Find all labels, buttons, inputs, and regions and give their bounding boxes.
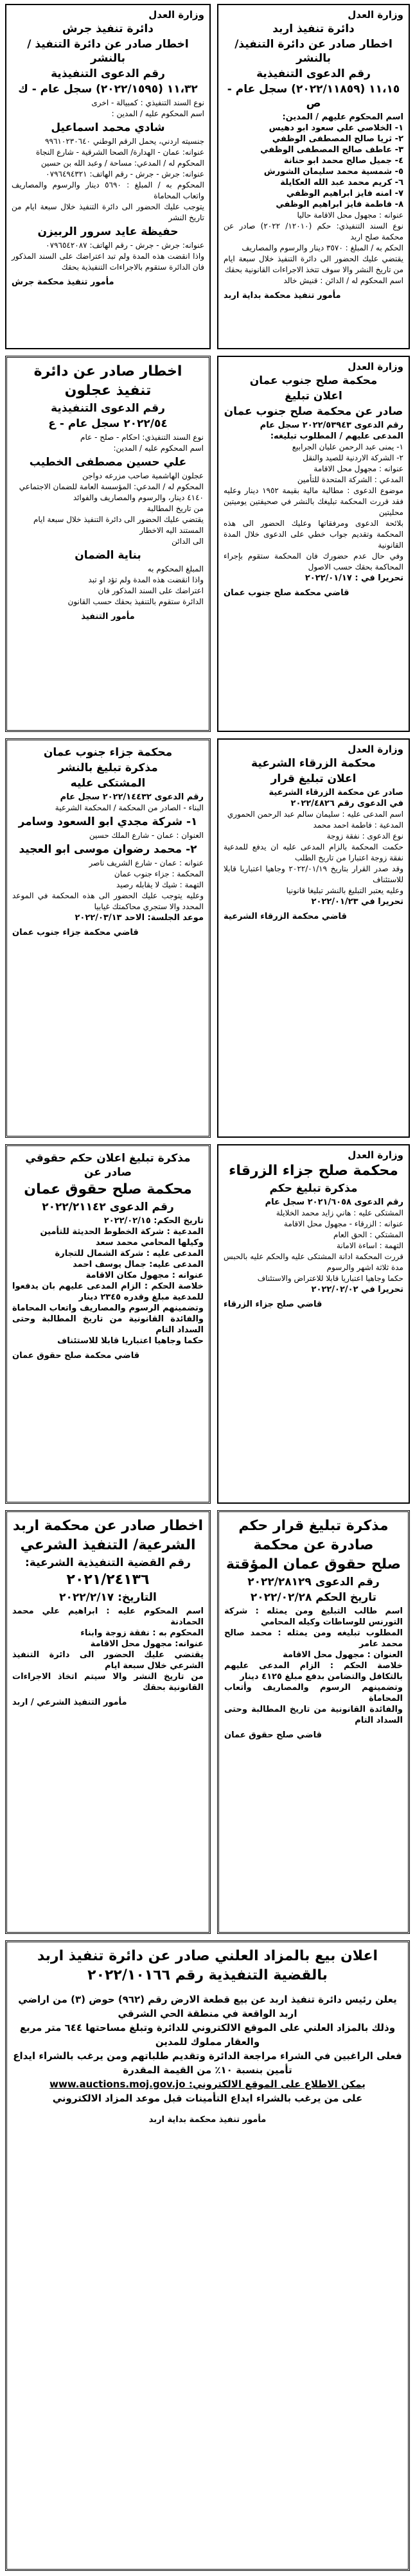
notice-title: محكمة جزاء جنوب عمان bbox=[43, 746, 173, 759]
signature: مأمور التنفيذ الشرعي / اربد bbox=[12, 1698, 127, 1707]
signature: قاضي صلح جزاء الزرقاء bbox=[224, 1300, 322, 1309]
body-line: المحكوم به : نفقة زوجة وابناء bbox=[80, 1628, 204, 1638]
body-line: وفي حال عدم حضورك فان المحكمة ستقوم بإجراء المحاكمة بحقك حسب الاصول bbox=[224, 552, 403, 571]
body-line: تحريرا في ٢٠٢٢/٠١/٢٣ bbox=[311, 897, 403, 907]
notice-title: دائرة تنفيذ اربد bbox=[272, 22, 355, 35]
notice-ajloun-execution bbox=[5, 356, 211, 732]
notice-title: دائرة تنفيذ جرش bbox=[62, 22, 154, 35]
body-line: المطلوب تبليغه ومن يمثله : محمد صالح محمد عامر bbox=[224, 1628, 403, 1649]
case-number: ٢٠٢٢/٥٤ سجل عام - ع bbox=[48, 417, 168, 430]
body-line: المشتكي : الحق العام bbox=[333, 1230, 403, 1239]
body-line: الى الدائن bbox=[172, 537, 204, 546]
body-line: المحكوم له / المدعي: مساحة / وعبد الله بن حسين bbox=[40, 159, 204, 168]
notice-body bbox=[224, 1197, 403, 1295]
party-name: ٢- محمد رضوان موسى ابو العجيد bbox=[19, 843, 197, 856]
body-line: نوع الدعوى : نفقة زوجة bbox=[326, 831, 403, 840]
body-line: المشتكى عليه : هاني زايد محمد الخلايلة bbox=[276, 1208, 403, 1217]
body-line: موضوع الدعوى : مطالبة مالية بقيمة ١٩٥٢ دينار وعليه فقد قررت المحكمة تبليغك بالنشر في صحيفتين يوميتين محليتين bbox=[224, 486, 404, 517]
body-line: ٧- امنه فايز ابراهيم الوظفي bbox=[286, 189, 403, 198]
notice-body bbox=[224, 787, 403, 907]
signature: قاضي محكمة صلح جنوب عمان bbox=[224, 588, 349, 598]
body-line: ١- يمنى عبد الرحمن عليان الجرابيع bbox=[292, 442, 403, 451]
body-line: ٣- عاطف صالح المصطفى الوظفي bbox=[260, 145, 403, 155]
body-line: المدعي : الشركة المتحدة للتأمين bbox=[297, 475, 403, 484]
signature: قاضي محكمة صلح حقوق عمان bbox=[12, 1351, 140, 1361]
body-line: وتضمينهم الرسوم والمصاريف وأتعاب المحاماة bbox=[224, 1683, 403, 1703]
body-line: البناء - الصادر من المحكمة / المحكمة الشرعية bbox=[55, 803, 204, 812]
body-line: العنوان : عمان - شارع الملك حسين bbox=[89, 831, 204, 840]
notice-subtitle: صادر عن محكمة صلح جنوب عمان bbox=[224, 405, 403, 418]
party-name: شادي محمد اسماعيل bbox=[51, 121, 165, 134]
notice-subtitle: اخطار صادر عن دائرة التنفيذ / بالنشر bbox=[27, 38, 189, 65]
body-line: وذلك بالمزاد العلني على الموقع الالكتروني للدائرة وتبلغ مساحتها ٦٤٤ متر مربع والعقار مملوك للمدين bbox=[19, 2022, 396, 2048]
body-line: نوع السند التنفيذي: حكم (١٢٠١٠/ ٢٠٢٢) صادر عن محكمة صلح اربد bbox=[224, 222, 403, 241]
body-line: نوع السند التنفيذي: احكام - صلح - عام bbox=[80, 433, 204, 442]
body-line: تاريخ الحكم: ٢٠٢٢/٠٢/١٥ bbox=[103, 1216, 204, 1226]
body-line: الحكم به / المبلغ : ٣٥٧٠ دينار والرسوم والمصاريف bbox=[242, 243, 403, 252]
notice-body bbox=[12, 1215, 204, 1346]
case-number: ١١،١٥ (٢٠٢٢/١١٨٥٩) سجل عام - ص bbox=[227, 83, 400, 110]
body-line: اسم طالب التبليغ ومن يمثله : شركة التورنس للوساطات وكيله المحامي bbox=[224, 1606, 403, 1627]
notice-amman-civil-judgment bbox=[5, 1144, 211, 1504]
body-line: اسم المحكوم عليه / المدين: bbox=[113, 444, 204, 453]
notice-amman-temp-court bbox=[217, 1510, 410, 1934]
notice-body bbox=[12, 98, 204, 273]
notice-irbid-sharia-execution bbox=[5, 1510, 211, 1934]
notice-body bbox=[12, 792, 204, 923]
body-line: من تاريخ النشر والا سيتم اتخاذ الاجراءات القانونية بحقك bbox=[12, 1672, 204, 1693]
notice-title: الشرعية/ التنفيذ الشرعي bbox=[20, 1537, 196, 1553]
party-name: علي حسين مصطفى الخطيب bbox=[29, 456, 187, 469]
body-line: المبلغ المحكوم به bbox=[147, 564, 204, 573]
notice-subtitle: اخطار صادر عن دائرة التنفيذ/ بالنشر bbox=[234, 38, 393, 65]
body-line: ٢- الشركة الاردنية للصيد والنقل bbox=[303, 453, 403, 462]
body-line: ١- الخلاصي علي سعود ابو دهيس bbox=[269, 123, 403, 133]
body-line: عجلون الهاشمية صاحب مزرعه دواجن bbox=[82, 471, 204, 480]
body-line: يعلن رئيس دائرة تنفيذ اربد عن بيع قطعة الارض رقم (٩٦٢) حوض (٣) من اراضي اربد الواقعة في منطقة الحي الشرقي bbox=[18, 1994, 397, 2019]
notice-title: محكمة الزرقاء الشرعية bbox=[251, 757, 376, 770]
notice-date: التاريخ: ٢٠٢٢/٢/١٧ bbox=[59, 1591, 157, 1604]
body-line: اعتراضك على السند المذكور فان bbox=[98, 586, 204, 595]
notice-subtitle: مذكرة تبليغ حكم bbox=[269, 1182, 358, 1195]
body-line: وعليه يتوجب عليك الحضور الى هذه المحكمة في الموعد المحدد والا ستجري محاكمتك غيابيا bbox=[12, 891, 204, 911]
notice-title: اعلان بيع بالمزاد العلني صادر عن دائرة تنفيذ اربد bbox=[37, 1948, 378, 1964]
body-line: ٨- فاطمة فايز ابراهيم الوظفي bbox=[276, 200, 403, 209]
body-line: وكيلها المحامي محمد سعد bbox=[95, 1238, 204, 1248]
notice-irbid-execution bbox=[217, 4, 410, 349]
body-line: خلاصة الحكم : الزام المدعى عليهم بان يدفعوا للمدعية مبلغ وقدره ٢٣٤٥ دينار bbox=[12, 1282, 204, 1302]
party-name: ١- شركة مجدي ابو السعود وسامر bbox=[18, 815, 198, 828]
body-line: موعد الجلسة: الاحد ٢٠٢٢/٠٣/١٣ bbox=[75, 913, 204, 923]
notice-body bbox=[12, 1606, 204, 1693]
body-line: وقد صدر القرار بتاريخ ٢٠٢٢/٠١/١٩ وجاهيا اعتباريا قابلا للاستئناف bbox=[224, 864, 403, 884]
notice-body bbox=[224, 1606, 403, 1726]
body-line: حكما وجاهيا اعتباريا قابلا للاعتراض والاستئناف bbox=[257, 1274, 403, 1283]
notice-subtitle: رقم الدعوى التنفيذية bbox=[51, 67, 165, 80]
body-line: خلاصة الحكم : الزام المدعى عليهم بالتكافل والتضامن بدفع مبلغ ٤١٢٥ دينار bbox=[224, 1661, 403, 1682]
notice-jerash-execution bbox=[5, 4, 211, 349]
body-line: عنوانه : مجهول محل الاقامة حاليا bbox=[297, 211, 403, 220]
body-line: والفائدة القانونية من تاريخ المطالبة وحتى السداد التام bbox=[224, 1705, 403, 1725]
body-line: التهمة : شيك لا يقابله رصيد bbox=[116, 880, 204, 889]
body-line: تحريرا في : ٢٠٢٢/٠١/١٧ bbox=[305, 573, 403, 583]
body-line: حكما وجاهيا اعتباريا قابلا للاستئناف bbox=[57, 1336, 204, 1346]
body-line: المحكمة : جزاء جنوب عمان bbox=[114, 869, 204, 878]
notice-title: مذكرة تبليغ اعلان حكم حقوقي صادر عن bbox=[25, 1152, 191, 1179]
body-line: ٤- جميل صالح محمد ابو حنانة bbox=[283, 156, 403, 166]
notice-south-amman-penal bbox=[5, 738, 211, 1138]
body-line: عنوانه: جرش - جرش - رقم الهاتف: ٠٧٩٦٤٩٤٣٢١ bbox=[46, 170, 204, 178]
case-number: بالقضية التنفيذية رقم ٢٠٢٢/١٠١٦٦ bbox=[87, 1967, 328, 1983]
body-line: نوع السند التنفيذي : كمبيالة - اخرى bbox=[91, 98, 204, 107]
notice-title: محكمة صلح حقوق عمان bbox=[24, 1181, 192, 1197]
notice-subtitle: رقم الدعوى التنفيذية bbox=[51, 402, 165, 415]
notice-zarqa-penal bbox=[217, 1144, 410, 1504]
body-line: الدائرة ستقوم بالتنفيذ بحقك حسب القانون bbox=[67, 597, 204, 606]
body-line: عنوانه : عمان - شارع الشريف ناصر bbox=[89, 858, 204, 867]
body-line: بلائحة الدعوى ومرفقاتها وعليك الحضور الى هذه المحكمة وتقديم جواب خطي على الدعوى خلال المدة القانونية bbox=[224, 519, 403, 550]
signature: قاضي محكمة جزاء جنوب عمان bbox=[12, 928, 139, 937]
body-line: يقتضي عليك الحضور الى دائرة التنفيذ الشرعي خلال سبعة ايام bbox=[12, 1650, 204, 1671]
ministry-label: وزارة العدل bbox=[348, 1149, 403, 1161]
body-line: المدعى عليهم / المطلوب تبليغه: bbox=[270, 431, 403, 441]
notice-title: محكمة صلح جنوب عمان bbox=[249, 374, 378, 387]
body-line: عنوانه : مجهول محل الاقامة bbox=[313, 464, 403, 473]
body-line: عنوانه: عمان - الهدارة/ الصحا الشرقية - شارع النجاة bbox=[35, 148, 204, 157]
signature: مأمور تنفيذ محكمة جرش bbox=[12, 277, 114, 287]
notice-title: صلح حقوق عمان المؤقتة bbox=[225, 1556, 402, 1572]
party-name: بناية الضمان bbox=[75, 549, 141, 562]
ministry-label: وزارة العدل bbox=[348, 9, 403, 21]
notice-irbid-auction bbox=[5, 1940, 410, 2571]
notice-body bbox=[224, 420, 403, 584]
notice-body bbox=[224, 112, 403, 286]
body-line: وتضمينهم الرسوم والمصاريف واتعاب المحاماة والفائدة القانونية من تاريخ المطالبة وحتى السداد التام bbox=[12, 1303, 204, 1335]
body-line: ٤١٤٠ دينار، والرسوم والمصاريف والفوائد bbox=[73, 493, 204, 502]
signature: قاضي صلح حقوق عمان bbox=[224, 1730, 322, 1740]
notice-title: اخطار صادر عن محكمة اربد bbox=[12, 1518, 204, 1534]
auction-website-link[interactable]: يمكن الاطلاع على الموقع الالكتروني: www.auctions.moj.gov.jo bbox=[49, 2078, 366, 2090]
body-line: عنوانه : مجهول مكان الاقامة bbox=[85, 1271, 204, 1280]
notice-subtitle: مذكرة تبليغ بالنشر bbox=[58, 761, 158, 774]
notice-title: مذكرة تبليغ قرار حكم bbox=[238, 1518, 389, 1534]
notice-subtitle: اعلان تبليغ bbox=[285, 390, 342, 403]
body-line: صادر عن محكمة الزرقاء الشرعية bbox=[269, 788, 403, 797]
notice-body bbox=[12, 1992, 403, 2105]
body-line: قررت المحكمة ادانة المشتكى عليه والحكم عليه بالحبس مدة ثلاثة اشهر والرسوم bbox=[224, 1252, 403, 1272]
body-line: اسم المحكوم عليه : ابراهيم علي محمد الحمادنة bbox=[12, 1606, 204, 1627]
body-line: يتوجب عليك الحضور الى دائرة التنفيذ خلال سبعة ايام من تاريخ النشر bbox=[12, 202, 204, 222]
case-number: ٢٠٢١/٢٤١٣٦ bbox=[66, 1572, 150, 1588]
notice-title: محكمة صلح جزاء الزرقاء bbox=[229, 1163, 398, 1179]
body-line: اسم المحكوم عليهم / المدين: bbox=[282, 112, 403, 122]
body-line: المستند اليه الاخطار bbox=[139, 526, 204, 535]
body-line: رقم الدعوى ٢٠٢٢/٥٣٩٤٣ سجل عام bbox=[260, 421, 403, 430]
body-line: واذا انقضت هذه المدة ولم تبد اعتراضك على السند المذكور فان الدائرة ستقوم بالاجراءات التنفيذية بحقك bbox=[12, 252, 204, 272]
ministry-label: وزارة العدل bbox=[148, 9, 204, 21]
notice-subtitle: المشتكى عليه bbox=[70, 777, 146, 790]
body-line: عنوانه: جرش - جرش - رقم الهاتف: ٠٧٩٦٥٤٢٠٨٧ bbox=[46, 241, 204, 250]
signature: قاضي محكمة الزرقاء الشرعية bbox=[224, 912, 347, 921]
notice-title: اخطار صادر عن دائرة bbox=[33, 363, 182, 379]
body-line: رقم الدعوى ٢٠٢١/٦٠٥٨ سجل عام bbox=[265, 1197, 403, 1207]
notice-subtitle: رقم القضية التنفيذية الشرعية: bbox=[25, 1556, 191, 1569]
body-line: يقتضي عليك الحضور الى دائرة التنفيذ خلال سبعة ايام bbox=[33, 515, 204, 524]
signature: مأمور تنفيذ محكمة بداية اربد bbox=[224, 291, 341, 300]
notice-subtitle: رقم الدعوى التنفيذية bbox=[256, 67, 371, 80]
body-line: على من يرغب بالشراء ايداع التأمينات قبل موعد المزاد الالكتروني bbox=[52, 2093, 363, 2104]
body-line: التهمة : اساءة الامانة bbox=[336, 1241, 403, 1250]
notice-subtitle: اعلان تبليغ قرار bbox=[270, 772, 357, 785]
body-line: المحكوم له / المدعي: المؤسسة العامة للضمان الاجتماعي bbox=[19, 482, 204, 491]
body-line: تحريرا في ٢٠٢٢/٠٢/٠٢ bbox=[311, 1285, 403, 1294]
body-line: المدعية : شركة الخطوط الحديثة للتأمين bbox=[40, 1227, 204, 1237]
signature: مأمور التنفيذ bbox=[81, 612, 135, 622]
body-line: فعلى الراغبين في الشراء مراجعة الدائرة وتقديم طلباتهم ومن يرغب بالشراء ايداع تأمين بنسبة ١٠٪ من القيمة المقدرة bbox=[13, 2050, 402, 2076]
body-line: عنوانه : الزرقاء - مجهول محل الاقامة bbox=[283, 1219, 403, 1228]
body-line: المحكوم به / المبلغ : ٥٦٩٠ دينار والرسوم والمصاريف واتعاب المحاماة bbox=[12, 180, 204, 200]
notice-body bbox=[12, 432, 204, 607]
body-line: ٥- شمسية محمد سليمان الشورش bbox=[263, 167, 403, 177]
body-line: يقتضي عليك الحضور الى دائرة التنفيذ خلال سبعة ايام من تاريخ النشر والا سوف تتخذ الاجراءات القانونية بحقك bbox=[224, 254, 403, 274]
notice-title: صادرة عن محكمة bbox=[253, 1537, 374, 1553]
body-line: اسم المحكوم له / الدائن : قنيش خالد bbox=[283, 276, 403, 285]
party-name: حفيظة عايد سرور الربيزن bbox=[37, 225, 179, 238]
body-line: المدعية : فاطمة احمد محمد bbox=[313, 821, 403, 830]
body-line: ٦- كريم محمد عبد الله العكايلة bbox=[280, 178, 403, 187]
notice-title: تنفيذ عجلون bbox=[64, 383, 152, 399]
body-line: في الدعوى رقم ٢٠٢٢/٤٨٢٦ bbox=[290, 799, 403, 808]
body-line: وعليه يعتبر التبليغ بالنشر تبليغا قانونيا bbox=[286, 886, 403, 895]
body-line: واذا انقضت هذه المدة ولم تؤد او تبد bbox=[88, 575, 204, 584]
ministry-label: وزارة العدل bbox=[348, 744, 403, 755]
body-line: اسم المدعى عليه : سليمان سالم عبد الرحمن الحموري bbox=[227, 810, 403, 819]
notice-south-amman-court bbox=[217, 356, 410, 732]
ministry-label: وزارة العدل bbox=[348, 361, 403, 372]
case-number: رقم الدعوى ٢٠٢٢/٢١١٤٢ bbox=[42, 1201, 174, 1214]
body-line: عنوانه: مجهول محل الاقامة bbox=[90, 1639, 204, 1649]
judgment-date: تاريخ الحكم ٢٠٢٢/٠٢/٢٨ bbox=[250, 1591, 377, 1604]
body-line: اسم المحكوم عليه / المدين : bbox=[111, 109, 204, 118]
body-line: من تاريخ المطالبة bbox=[146, 504, 204, 513]
body-line: العنوان : مجهول محل الاقامة bbox=[283, 1650, 403, 1660]
notice-zarqa-sharia-court bbox=[217, 738, 410, 1138]
body-line: جنسيته اردني، يحمل الرقم الوطني ٩٩٦١٠٢٣٠٦٤٠ bbox=[45, 137, 204, 146]
body-line: المدعى عليه: جمال يوسف احمد bbox=[73, 1260, 204, 1269]
body-line: حكمت المحكمة بالزام المدعى عليه ان يدفع للمدعية نفقة زوجة اعتبارا من تاريخ الطلب bbox=[224, 842, 403, 862]
body-line: رقم الدعوى ٢٠٢٢/١٤٤٣٢ سجل عام bbox=[60, 792, 204, 802]
body-line: ٢- ثريا صالح المصطفى الوظفي bbox=[272, 134, 403, 144]
case-number: رقم الدعوى ٢٠٢٢/٢٨١٢٩ bbox=[247, 1576, 380, 1588]
body-line: المدعى عليه : شركة الشمال للتجارة bbox=[55, 1249, 204, 1258]
signature: مأمور تنفيذ محكمة بداية اربد bbox=[148, 2115, 267, 2125]
case-number: ١١،٣٢ (٢٠٢٢/١٥٩٥) سجل عام - ك bbox=[18, 83, 198, 96]
